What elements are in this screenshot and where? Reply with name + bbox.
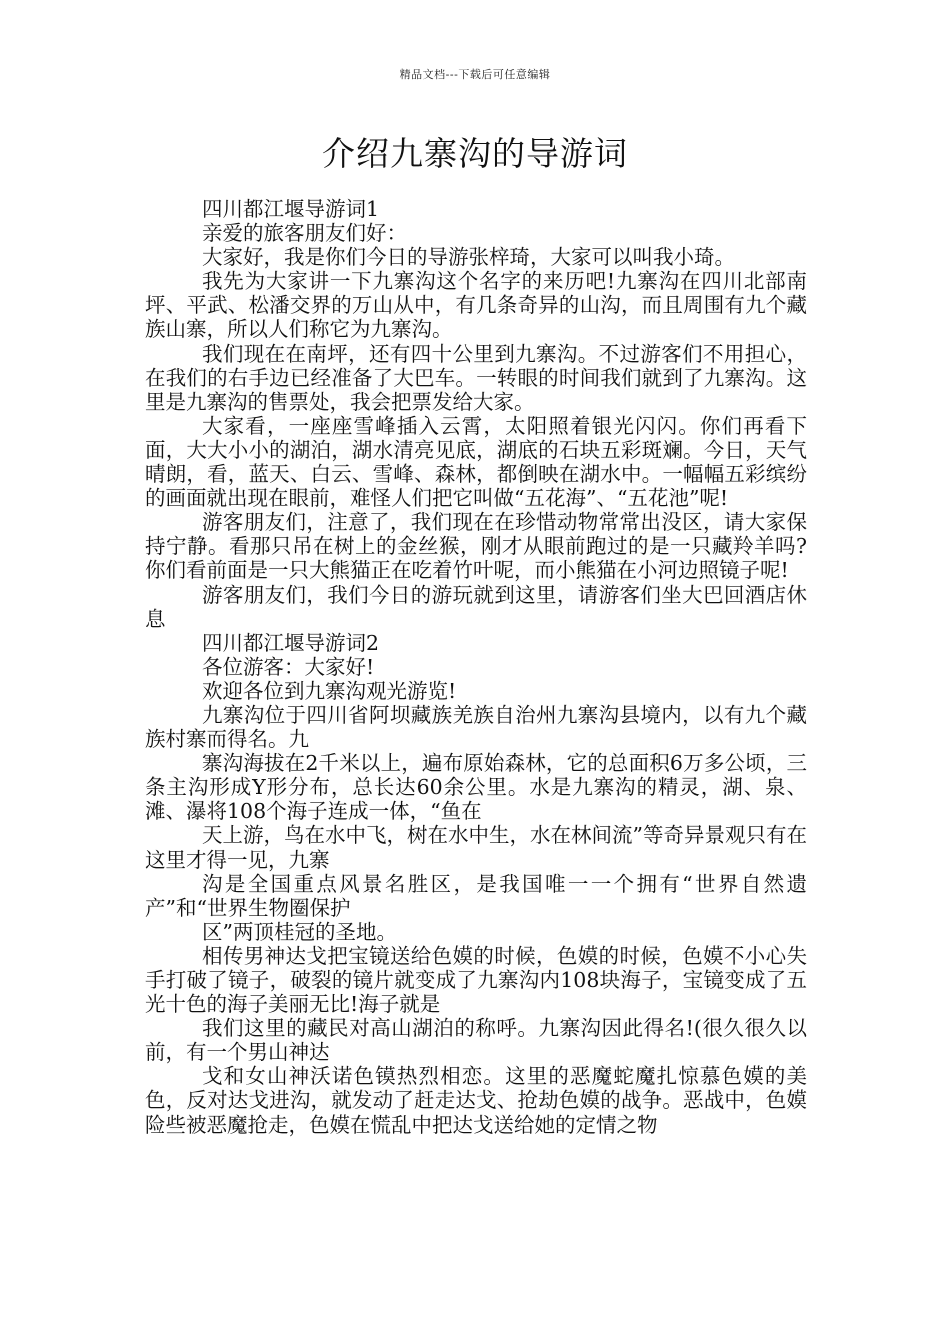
paragraph: 大家好，我是你们今日的导游张梓琦，大家可以叫我小琦。 (202, 245, 735, 270)
document-body (145, 197, 807, 1137)
paragraph: 四川都江堰导游词1 (202, 197, 380, 221)
paragraph: 九寨沟位于四川省阿坝藏族羌族自治州九寨沟县境内，以有九个藏族村寨而得名。九 (145, 702, 807, 752)
paragraph: 沟是全国重点风景名胜区，是我国唯一一个拥有“世界自然遗产”和“世界生物圈保护 (145, 871, 807, 920)
paragraph: 亲爱的旅客朋友们好： (202, 221, 407, 246)
paragraph: 相传男神达戈把宝镜送给色嫫的时候，色嫫的时候，色嫫不小心失手打破了镜子，破裂的镜片就变成了九寨沟内108块海子，宝镜变成了五光十色的海子美丽无比!海子就是 (145, 943, 807, 1017)
paragraph: 天上游，鸟在水中飞，树在水中生，水在林间流”等奇异景观只有在这里才得一见，九寨 (145, 823, 807, 872)
paragraph: 寨沟海拔在2千米以上，遍布原始森林，它的总面积6万多公顷，三条主沟形成Y形分布，总长达60余公里。水是九寨沟的精灵，湖、泉、滩、瀑将108个海子连成一体，“鱼在 (145, 751, 807, 824)
paragraph: 我们这里的藏民对高山湖泊的称呼。九寨沟因此得名!(很久很久以前，有一个男山神达 (145, 1016, 807, 1065)
header-note: 精品文档---下载后可任意编辑 (399, 68, 551, 81)
paragraph: 游客朋友们，我们今日的游玩就到这里，请游客们坐大巴回酒店休息 (145, 582, 807, 631)
paragraph: 大家看，一座座雪峰插入云霄，太阳照着银光闪闪。你们再看下面，大大小小的湖泊，湖水清亮见底，湖底的石块五彩斑斓。今日，天气晴朗，看，蓝天、白云、雪峰、森林，都倒映在湖水中。一幅幅五彩缤纷的画面就出现在眼前，难怪人们把它叫做“五花海”、“五花池”呢! (145, 413, 807, 511)
paragraph: 游客朋友们，注意了，我们现在在珍惜动物常常出没区，请大家保持宁静。看那只吊在树上的金丝猴，刚才从眼前跑过的是一只藏羚羊吗?你们看前面是一只大熊猫正在吃着竹叶呢，而小熊猫在小河边照镜子呢! (145, 510, 807, 583)
paragraph: 区”两顶桂冠的圣地。 (202, 919, 397, 944)
paragraph: 我先为大家讲一下九寨沟这个名字的来历吧!九寨沟在四川北部南坪、平武、松潘交界的万山从中，有几条奇异的山沟，而且周围有九个藏族山寨，所以人们称它为九寨沟。 (145, 269, 807, 342)
paragraph: 四川都江堰导游词2 (202, 630, 380, 655)
paragraph: 戈和女山神沃诺色镆热烈相恋。这里的恶魔蛇魔扎惊慕色嫫的美色，反对达戈进沟，就发动了赶走达戈、抢劫色嫫的战争。恶战中，色嫫险些被恶魔抢走，色嫫在慌乱中把达戈送给她的定情之物 (145, 1064, 807, 1137)
paragraph: 各位游客：大家好! (202, 654, 375, 679)
paragraph: 我们现在在南坪，还有四十公里到九寨沟。不过游客们不用担心，在我们的右手边已经准备了大巴车。一转眼的时间我们就到了九寨沟。这里是九寨沟的售票处，我会把票发给大家。 (145, 341, 807, 414)
document-title: 介绍九寨沟的导游词 (322, 134, 628, 173)
paragraph: 欢迎各位到九寨沟观光游览! (202, 678, 457, 703)
